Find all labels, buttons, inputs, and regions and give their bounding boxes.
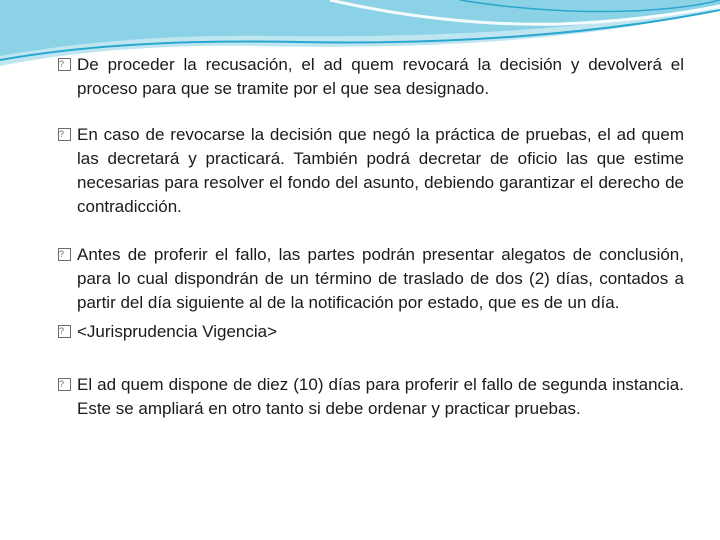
bullet-marker-icon: ? bbox=[58, 58, 71, 71]
bullet-marker-icon: ? bbox=[58, 248, 71, 261]
bullet-item bbox=[56, 373, 684, 421]
bullet-text: En caso de revocarse la decisión que negó la práctica de pruebas, el ad quem las decretará y practicará. También podrá decretar de oficio las que estime necesarias para resolver el fondo del asunto, debiendo garantizar el derecho de contradicción. bbox=[77, 125, 684, 216]
bullet-text: De proceder la recusación, el ad quem revocará la decisión y devolverá el proceso para que se tramite por el que sea designado. bbox=[77, 55, 684, 98]
bullet-text: <Jurisprudencia Vigencia> bbox=[77, 322, 278, 341]
bullet-marker-icon: ? bbox=[58, 378, 71, 391]
bullet-text: Antes de proferir el fallo, las partes podrán presentar alegatos de conclusión, para lo cual dispondrán de un término de traslado de dos (2) días, contados a partir del día siguiente al de la notificación por estado, que es de un día. bbox=[77, 245, 684, 312]
bullet-text: El ad quem dispone de diez (10) días para proferir el fallo de segunda instancia. Este se ampliará en otro tanto si debe ordenar y practicar pruebas. bbox=[77, 375, 684, 418]
bullet-list bbox=[56, 53, 684, 421]
bullet-marker-icon: ? bbox=[58, 325, 71, 338]
bullet-marker-icon: ? bbox=[58, 128, 71, 141]
bullet-item bbox=[56, 123, 684, 219]
bullet-item bbox=[56, 320, 684, 344]
bullet-item bbox=[56, 243, 684, 315]
bullet-item bbox=[56, 53, 684, 101]
